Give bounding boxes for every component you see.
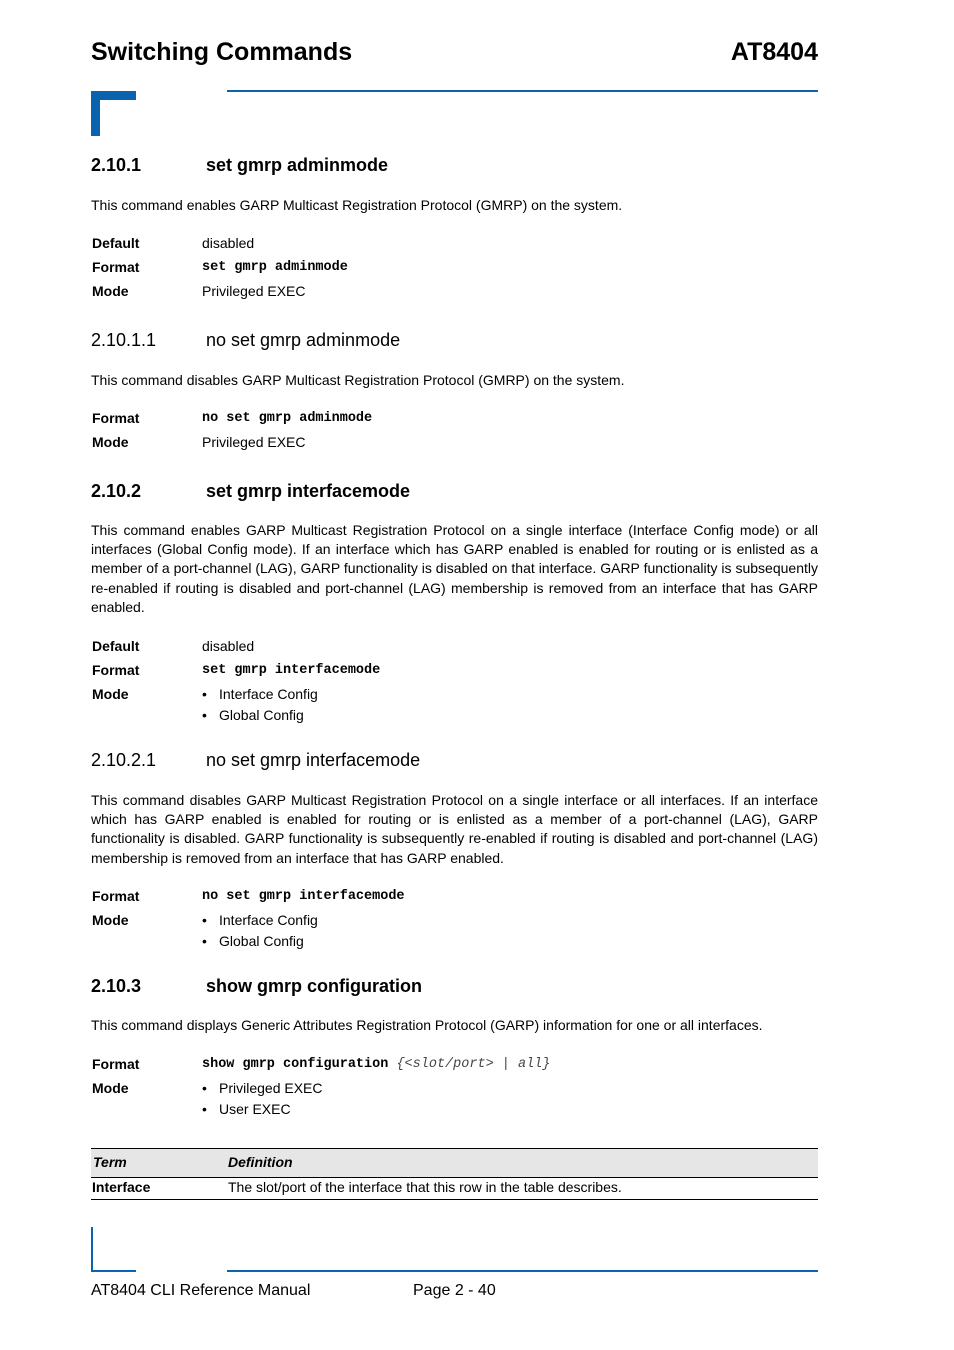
header-title: Switching Commands	[91, 38, 353, 66]
header-product: AT8404	[730, 38, 818, 66]
format-label: Format	[92, 1056, 140, 1072]
section-number: 2.10.1	[91, 155, 142, 175]
section-description: This command displays Generic Attributes Registration Protocol (GARP) information for one or all interfaces.	[91, 1017, 763, 1033]
bullet-icon: •	[202, 1101, 207, 1117]
table-bottom-rule	[91, 1199, 818, 1200]
section-title: set gmrp adminmode	[206, 155, 389, 175]
mode-value: Global Config	[219, 933, 304, 949]
format-command-name: show gmrp configuration	[202, 1057, 389, 1072]
header-rule	[227, 90, 818, 92]
footer-page-number: Page 2 - 40	[413, 1282, 496, 1299]
format-label: Format	[92, 259, 140, 275]
default-label: Default	[92, 638, 140, 654]
section-description: This command disables GARP Multicast Registration Protocol on a single interface or all interfaces. If an interface which has GARP enabled is enabled for routing or is enlisted as a member of a port-channel (LAG), GARP functionality is disabled. GARP functionality is subsequently re-enabled if routing is disabled and port-channel (LAG) membership is removed from an interface that has GARP enabled.	[91, 792, 818, 866]
mode-value: Interface Config	[219, 686, 318, 702]
section-description: This command enables GARP Multicast Registration Protocol (GMRP) on the system.	[91, 197, 623, 213]
table-top-rule	[91, 1148, 818, 1149]
section-number: 2.10.2	[91, 481, 142, 501]
mode-label: Mode	[92, 912, 129, 928]
table-header-row	[91, 1148, 818, 1177]
corner-mark-vertical	[91, 91, 100, 136]
mode-value: Interface Config	[219, 912, 318, 928]
table-header-definition: Definition	[228, 1154, 293, 1170]
format-command: set gmrp adminmode	[202, 260, 348, 275]
footer-corner-horizontal	[91, 1270, 136, 1272]
footer-rule	[227, 1270, 818, 1272]
format-command: set gmrp interfacemode	[202, 663, 381, 678]
default-label: Default	[92, 235, 140, 251]
subsection-title: no set gmrp interfacemode	[206, 750, 421, 770]
section-description: This command enables GARP Multicast Registration Protocol on a single interface (Interface Config mode) or all interfaces (Global Config mode). If an interface which has GARP enabled is enabled for routing or is enlisted as a member of a port-channel (LAG), GARP functionality is disabled on that interface. GARP functionality is subsequently re-enabled if routing is disabled and port-channel (LAG) membership is removed from an interface that has GARP enabled.	[91, 522, 818, 615]
subsection-number: 2.10.2.1	[91, 750, 157, 770]
mode-label: Mode	[92, 434, 129, 450]
subsection-title: no set gmrp adminmode	[206, 330, 401, 350]
mode-label: Mode	[92, 283, 129, 299]
bullet-icon: •	[202, 707, 207, 723]
footer-manual-title: AT8404 CLI Reference Manual	[91, 1282, 311, 1299]
bullet-icon: •	[202, 933, 207, 949]
format-command: no set gmrp interfacemode	[202, 889, 405, 904]
format-command	[202, 1056, 550, 1074]
table-cell-definition: The slot/port of the interface that this row in the table describes.	[228, 1179, 622, 1195]
mode-value: Global Config	[219, 707, 304, 723]
format-label: Format	[92, 410, 140, 426]
section-title: show gmrp configuration	[206, 976, 422, 996]
bullet-icon: •	[202, 912, 207, 928]
default-value: disabled	[202, 638, 255, 654]
footer-corner-vertical	[91, 1227, 93, 1272]
format-label: Format	[92, 662, 140, 678]
mode-value: Privileged EXEC	[219, 1080, 323, 1096]
bullet-icon: •	[202, 1080, 207, 1096]
mode-label: Mode	[92, 686, 129, 702]
section-number: 2.10.3	[91, 976, 142, 996]
format-label: Format	[92, 888, 140, 904]
subsection-number: 2.10.1.1	[91, 330, 157, 350]
section-title: set gmrp interfacemode	[206, 481, 411, 501]
format-command-args: {<slot/port> | all}	[396, 1057, 551, 1072]
mode-value: Privileged EXEC	[202, 434, 306, 450]
mode-label: Mode	[92, 1080, 129, 1096]
table-cell-term: Interface	[92, 1179, 151, 1195]
bullet-icon: •	[202, 686, 207, 702]
default-value: disabled	[202, 235, 255, 251]
mode-value: User EXEC	[219, 1101, 291, 1117]
table-header-term: Term	[93, 1154, 127, 1170]
format-command: no set gmrp adminmode	[202, 411, 373, 426]
section-description: This command disables GARP Multicast Registration Protocol (GMRP) on the system.	[91, 372, 625, 388]
mode-value: Privileged EXEC	[202, 283, 306, 299]
